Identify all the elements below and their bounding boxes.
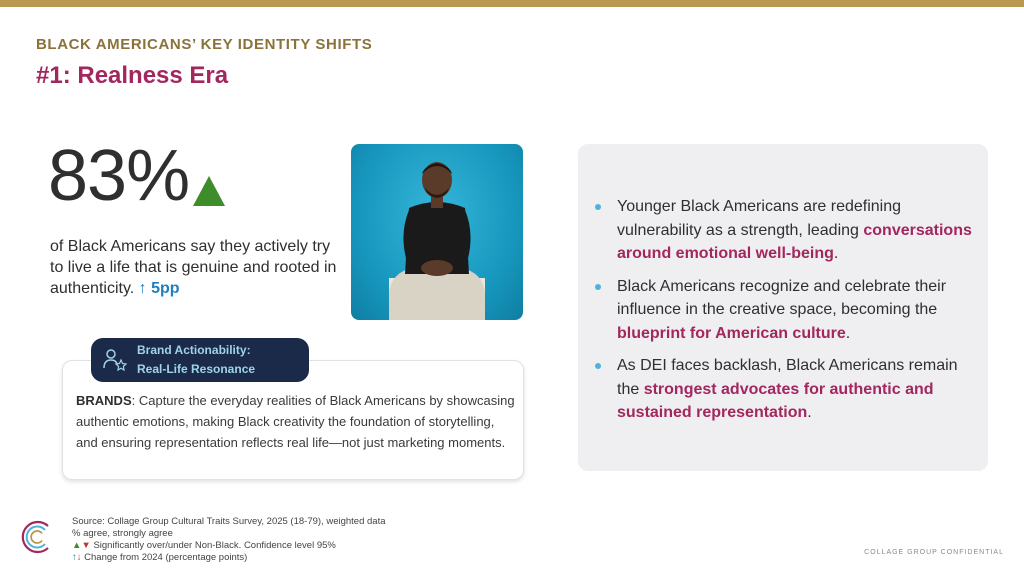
confidential-label: COLLAGE GROUP CONFIDENTIAL [864,549,1004,556]
collage-group-logo-icon [20,520,54,554]
up-triangle-icon [193,176,225,206]
top-accent-bar [0,0,1024,7]
brand-recommendation-text: : Capture the everyday realities of Black Americans by showcasing authentic emotions, making Black creativity the foundation of storytelling, and ensuring representation reflects real life—not just marketing moments. [76,393,515,450]
source-note: Source: Collage Group Cultural Traits Survey, 2025 (18-79), weighted data [72,516,386,527]
stat-description [50,236,340,299]
person-star-icon [101,346,129,374]
seated-man-illustration [351,144,523,320]
change-note: ↑↓ Change from 2024 (percentage points) [72,552,248,563]
change-down-icon: ↓ [76,552,82,563]
bullet-dot-icon [595,363,601,369]
insights-list [595,195,980,434]
insight-highlight: strongest advocates for authentic and sustained representation [617,380,934,421]
insight-item: As DEI faces backlash, Black Americans remain the strongest advocates for authentic and sustained representation. [595,354,980,425]
stat-block [48,136,225,216]
bullet-dot-icon [595,284,601,290]
stat-description-text: of Black Americans say they actively try to live a life that is genuine and rooted in authenticity. [50,238,337,297]
insight-item: Black Americans recognize and celebrate their influence in the creative space, becoming the blueprint for American culture. [595,275,980,346]
change-value: ↑ 5pp [138,280,180,297]
sig-down-icon: ▼ [81,540,91,551]
brand-recommendation [76,390,516,453]
sig-up-icon: ▲ [72,540,82,551]
brand-label: BRANDS [76,393,132,408]
change-up-icon: ↑ [72,552,77,563]
footnotes [72,516,386,564]
pill-subtitle: Real-Life Resonance [137,362,256,376]
pill-title: Brand Actionability: [137,343,251,357]
stat-value: 83% [48,136,190,216]
insight-item: Younger Black Americans are redefining vulnerability as a strength, leading conversations around emotional well-being. [595,195,980,266]
measure-note: % agree, strongly agree [72,528,173,539]
insight-highlight: blueprint for American culture [617,324,846,342]
brand-actionability-pill [91,338,309,382]
page-title: #1: Realness Era [36,62,229,89]
section-eyebrow: BLACK AMERICANS’ KEY IDENTITY SHIFTS [36,36,373,53]
insight-highlight: conversations around emotional well-being [617,221,972,262]
portrait-photo [351,144,523,320]
significance-note: ▲▼ Significantly over/under Non-Black. Confidence level 95% [72,540,336,551]
bullet-dot-icon [595,204,601,210]
